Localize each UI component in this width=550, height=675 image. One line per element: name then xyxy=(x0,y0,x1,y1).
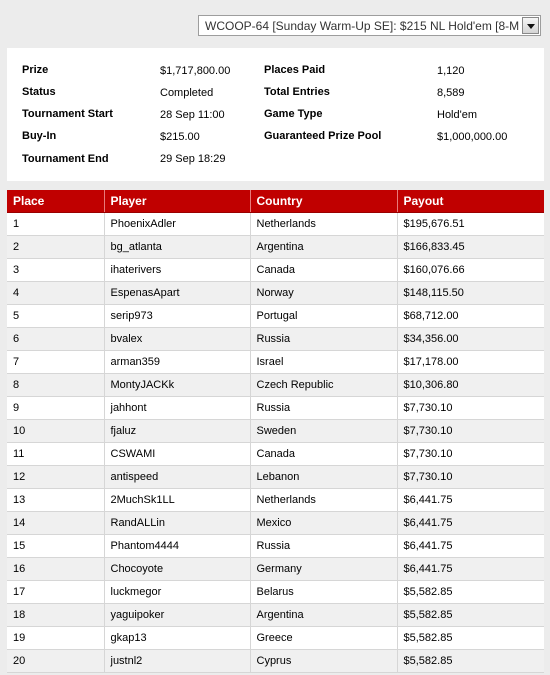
payout-cell: $166,833.45 xyxy=(397,236,544,259)
place-cell: 17 xyxy=(7,581,104,604)
header-player[interactable]: Player xyxy=(104,190,250,213)
table-row[interactable] xyxy=(7,420,544,443)
table-row[interactable] xyxy=(7,397,544,420)
country-cell: Greece xyxy=(250,627,397,650)
country-cell: Portugal xyxy=(250,305,397,328)
results-table xyxy=(7,190,544,673)
tournament-start-label: Tournament Start xyxy=(22,108,113,120)
place-cell: 3 xyxy=(7,259,104,282)
places-paid-value: 1,120 xyxy=(437,65,465,77)
payout-cell: $6,441.75 xyxy=(397,512,544,535)
player-cell: bg_atlanta xyxy=(104,236,250,259)
header-payout[interactable]: Payout xyxy=(397,190,544,213)
payout-cell: $34,356.00 xyxy=(397,328,544,351)
game-type-label: Game Type xyxy=(264,108,323,120)
prize-value: $1,717,800.00 xyxy=(160,65,231,77)
table-row[interactable] xyxy=(7,466,544,489)
place-cell: 13 xyxy=(7,489,104,512)
table-row[interactable] xyxy=(7,374,544,397)
tournament-info-panel xyxy=(7,48,544,181)
country-cell: Cyprus xyxy=(250,650,397,673)
place-cell: 2 xyxy=(7,236,104,259)
payout-cell: $195,676.51 xyxy=(397,213,544,236)
player-cell: jahhont xyxy=(104,397,250,420)
header-country[interactable]: Country xyxy=(250,190,397,213)
country-cell: Argentina xyxy=(250,604,397,627)
buy-in-label: Buy-In xyxy=(22,130,57,142)
place-cell: 9 xyxy=(7,397,104,420)
country-cell: Czech Republic xyxy=(250,374,397,397)
country-cell: Norway xyxy=(250,282,397,305)
payout-cell: $7,730.10 xyxy=(397,397,544,420)
player-cell: serip973 xyxy=(104,305,250,328)
header-place[interactable]: Place xyxy=(7,190,104,213)
table-row[interactable] xyxy=(7,489,544,512)
table-row[interactable] xyxy=(7,305,544,328)
table-row[interactable] xyxy=(7,443,544,466)
table-row[interactable] xyxy=(7,558,544,581)
total-entries-value: 8,589 xyxy=(437,87,465,99)
place-cell: 14 xyxy=(7,512,104,535)
country-cell: Lebanon xyxy=(250,466,397,489)
table-row[interactable] xyxy=(7,535,544,558)
payout-cell: $5,582.85 xyxy=(397,650,544,673)
table-row[interactable] xyxy=(7,351,544,374)
payout-cell: $7,730.10 xyxy=(397,420,544,443)
place-cell: 5 xyxy=(7,305,104,328)
place-cell: 11 xyxy=(7,443,104,466)
player-cell: antispeed xyxy=(104,466,250,489)
guaranteed-prize-pool-label: Guaranteed Prize Pool xyxy=(264,130,382,142)
country-cell: Netherlands xyxy=(250,489,397,512)
game-type-value: Hold'em xyxy=(437,109,478,121)
country-cell: Canada xyxy=(250,443,397,466)
table-row[interactable] xyxy=(7,236,544,259)
payout-cell: $10,306.80 xyxy=(397,374,544,397)
table-row[interactable] xyxy=(7,581,544,604)
table-row[interactable] xyxy=(7,282,544,305)
player-cell: Chocoyote xyxy=(104,558,250,581)
results-table-body xyxy=(7,213,544,673)
table-row[interactable] xyxy=(7,213,544,236)
payout-cell: $6,441.75 xyxy=(397,535,544,558)
place-cell: 20 xyxy=(7,650,104,673)
total-entries-label: Total Entries xyxy=(264,86,330,98)
player-cell: 2MuchSk1LL xyxy=(104,489,250,512)
chevron-down-icon[interactable] xyxy=(522,17,539,34)
place-cell: 6 xyxy=(7,328,104,351)
player-cell: Phantom4444 xyxy=(104,535,250,558)
country-cell: Israel xyxy=(250,351,397,374)
place-cell: 4 xyxy=(7,282,104,305)
payout-cell: $7,730.10 xyxy=(397,466,544,489)
place-cell: 12 xyxy=(7,466,104,489)
player-cell: MontyJACKk xyxy=(104,374,250,397)
place-cell: 15 xyxy=(7,535,104,558)
country-cell: Argentina xyxy=(250,236,397,259)
player-cell: arman359 xyxy=(104,351,250,374)
tournament-end-value: 29 Sep 18:29 xyxy=(160,153,226,165)
tournament-end-label: Tournament End xyxy=(22,153,109,165)
payout-cell: $5,582.85 xyxy=(397,627,544,650)
table-row[interactable] xyxy=(7,650,544,673)
player-cell: PhoenixAdler xyxy=(104,213,250,236)
player-cell: CSWAMI xyxy=(104,443,250,466)
tournament-select[interactable] xyxy=(198,15,541,36)
table-header-row xyxy=(7,190,544,213)
payout-cell: $5,582.85 xyxy=(397,581,544,604)
country-cell: Netherlands xyxy=(250,213,397,236)
country-cell: Russia xyxy=(250,328,397,351)
player-cell: fjaluz xyxy=(104,420,250,443)
player-cell: EspenasApart xyxy=(104,282,250,305)
places-paid-label: Places Paid xyxy=(264,64,326,76)
payout-cell: $68,712.00 xyxy=(397,305,544,328)
place-cell: 7 xyxy=(7,351,104,374)
tournament-select-value: WCOOP-64 [Sunday Warm-Up SE]: $215 NL Hold'em [8-M xyxy=(205,19,520,33)
place-cell: 16 xyxy=(7,558,104,581)
tournament-start-value: 28 Sep 11:00 xyxy=(160,109,225,121)
table-row[interactable] xyxy=(7,604,544,627)
payout-cell: $148,115.50 xyxy=(397,282,544,305)
table-row[interactable] xyxy=(7,259,544,282)
country-cell: Mexico xyxy=(250,512,397,535)
table-row[interactable] xyxy=(7,512,544,535)
prize-label: Prize xyxy=(22,64,49,76)
place-cell: 1 xyxy=(7,213,104,236)
place-cell: 18 xyxy=(7,604,104,627)
player-cell: RandALLin xyxy=(104,512,250,535)
country-cell: Sweden xyxy=(250,420,397,443)
table-row[interactable] xyxy=(7,328,544,351)
player-cell: yaguipoker xyxy=(104,604,250,627)
place-cell: 10 xyxy=(7,420,104,443)
status-value: Completed xyxy=(160,87,214,99)
player-cell: luckmegor xyxy=(104,581,250,604)
top-bar xyxy=(0,0,550,44)
payout-cell: $160,076.66 xyxy=(397,259,544,282)
table-row[interactable] xyxy=(7,627,544,650)
country-cell: Germany xyxy=(250,558,397,581)
country-cell: Russia xyxy=(250,397,397,420)
buy-in-value: $215.00 xyxy=(160,131,200,143)
payout-cell: $6,441.75 xyxy=(397,558,544,581)
player-cell: justnl2 xyxy=(104,650,250,673)
player-cell: bvalex xyxy=(104,328,250,351)
country-cell: Russia xyxy=(250,535,397,558)
status-label: Status xyxy=(22,86,56,98)
country-cell: Canada xyxy=(250,259,397,282)
player-cell: ihaterivers xyxy=(104,259,250,282)
payout-cell: $7,730.10 xyxy=(397,443,544,466)
player-cell: gkap13 xyxy=(104,627,250,650)
guaranteed-prize-pool-value: $1,000,000.00 xyxy=(437,131,508,143)
place-cell: 8 xyxy=(7,374,104,397)
payout-cell: $6,441.75 xyxy=(397,489,544,512)
payout-cell: $5,582.85 xyxy=(397,604,544,627)
payout-cell: $17,178.00 xyxy=(397,351,544,374)
place-cell: 19 xyxy=(7,627,104,650)
country-cell: Belarus xyxy=(250,581,397,604)
